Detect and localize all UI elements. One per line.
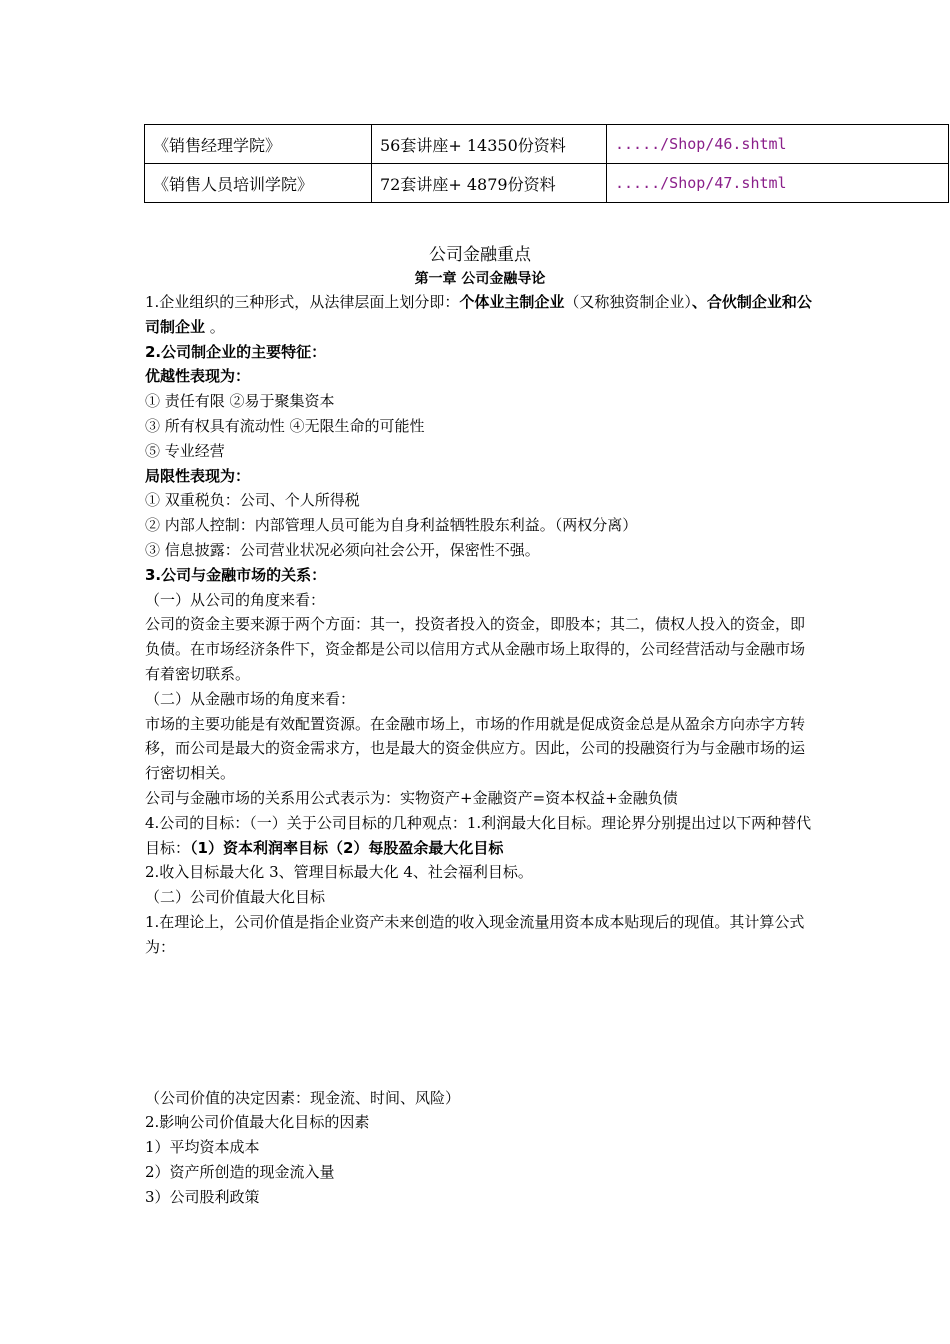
paragraph-org-forms bbox=[145, 290, 815, 340]
section-heading: 2.公司制企业的主要特征： bbox=[145, 342, 327, 361]
list-item: ① 双重税负：公司、个人所得税 bbox=[145, 491, 360, 510]
course-name: 《销售经理学院》 bbox=[145, 125, 372, 164]
sub-heading: （一）从公司的角度来看： bbox=[145, 590, 326, 609]
formula-gap bbox=[145, 960, 815, 1086]
list-item: ⑤ 专业经营 bbox=[145, 441, 225, 460]
course-count: 72套讲座+ 4879份资料 bbox=[372, 164, 607, 203]
paragraph: 2.收入目标最大化 3、管理目标最大化 4、社会福利目标。 bbox=[145, 863, 533, 882]
section-heading: 2.影响公司价值最大化目标的因素 bbox=[145, 1113, 370, 1132]
text: 4.公司的目标：（一）关于公司目标的几种观点：1.利润最大化目标。理论界分别提出过以下两种替代目标： bbox=[145, 813, 812, 857]
list-item: 1）平均资本成本 bbox=[145, 1138, 260, 1157]
text: （又称独资制企业） bbox=[564, 293, 692, 311]
text: 1.企业组织的三种形式，从法律层面上划分即： bbox=[145, 293, 460, 311]
sub-heading: 局限性表现为： bbox=[145, 466, 251, 485]
bold-text: （1）资本利润率目标（2）每股盈余最大化目标 bbox=[190, 838, 504, 857]
table-row bbox=[145, 164, 949, 203]
paragraph: （公司价值的决定因素：现金流、时间、风险） bbox=[145, 1088, 461, 1107]
course-link[interactable]: ...../Shop/47.shtml bbox=[607, 164, 949, 203]
course-link[interactable]: ...../Shop/46.shtml bbox=[607, 125, 949, 164]
list-item: ③ 所有权具有流动性 ④无限生命的可能性 bbox=[145, 416, 425, 435]
formula-line: 公司与金融市场的关系用公式表示为：实物资产+金融资产=资本权益+金融负债 bbox=[145, 788, 678, 807]
paragraph-goals bbox=[145, 811, 815, 861]
list-item: ③ 信息披露：公司营业状况必须向社会公开，保密性不强。 bbox=[145, 540, 540, 559]
list-item: 3）公司股利政策 bbox=[145, 1187, 260, 1206]
paragraph: 1.在理论上，公司价值是指企业资产未来创造的收入现金流量用资本成本贴现后的现值。其计算公式为： bbox=[145, 912, 805, 956]
table-row bbox=[145, 125, 949, 164]
paragraph: 公司的资金主要来源于两个方面：其一，投资者投入的资金，即股本；其二，债权人投入的资金，即负债。在市场经济条件下，资金都是公司以信用方式从金融市场上取得的，公司经营活动与金融市场有着密切联系。 bbox=[145, 615, 806, 683]
resource-table bbox=[144, 124, 949, 203]
document-body bbox=[145, 242, 815, 1210]
text: 。 bbox=[205, 317, 225, 336]
course-name: 《销售人员培训学院》 bbox=[145, 164, 372, 203]
section-heading: 3.公司与金融市场的关系： bbox=[145, 565, 327, 584]
list-item: 2）资产所创造的现金流入量 bbox=[145, 1162, 335, 1181]
paragraph: 市场的主要功能是有效配置资源。在金融市场上，市场的作用就是促成资金总是从盈余方向赤字方转移，而公司是最大的资金需求方，也是最大的资金供应方。因此，公司的投融资行为与金融市场的运行密切相关。 bbox=[145, 714, 806, 783]
list-item: ② 内部人控制：内部管理人员可能为自身利益牺牲股东利益。（两权分离） bbox=[145, 516, 638, 535]
sub-heading: 优越性表现为： bbox=[145, 367, 251, 386]
bold-text: 个体业主制企业 bbox=[459, 293, 565, 311]
list-item: ① 责任有限 ②易于聚集资本 bbox=[145, 392, 335, 411]
course-count: 56套讲座+ 14350份资料 bbox=[372, 125, 607, 164]
sub-heading: （二）从金融市场的角度来看： bbox=[145, 689, 356, 708]
document-title: 公司金融重点 bbox=[429, 245, 531, 265]
sub-heading: （二）公司价值最大化目标 bbox=[145, 888, 326, 907]
bold-text: 、合伙制企业和公司制企业 bbox=[145, 293, 812, 336]
chapter-heading: 第一章 公司金融导论 bbox=[414, 271, 546, 287]
